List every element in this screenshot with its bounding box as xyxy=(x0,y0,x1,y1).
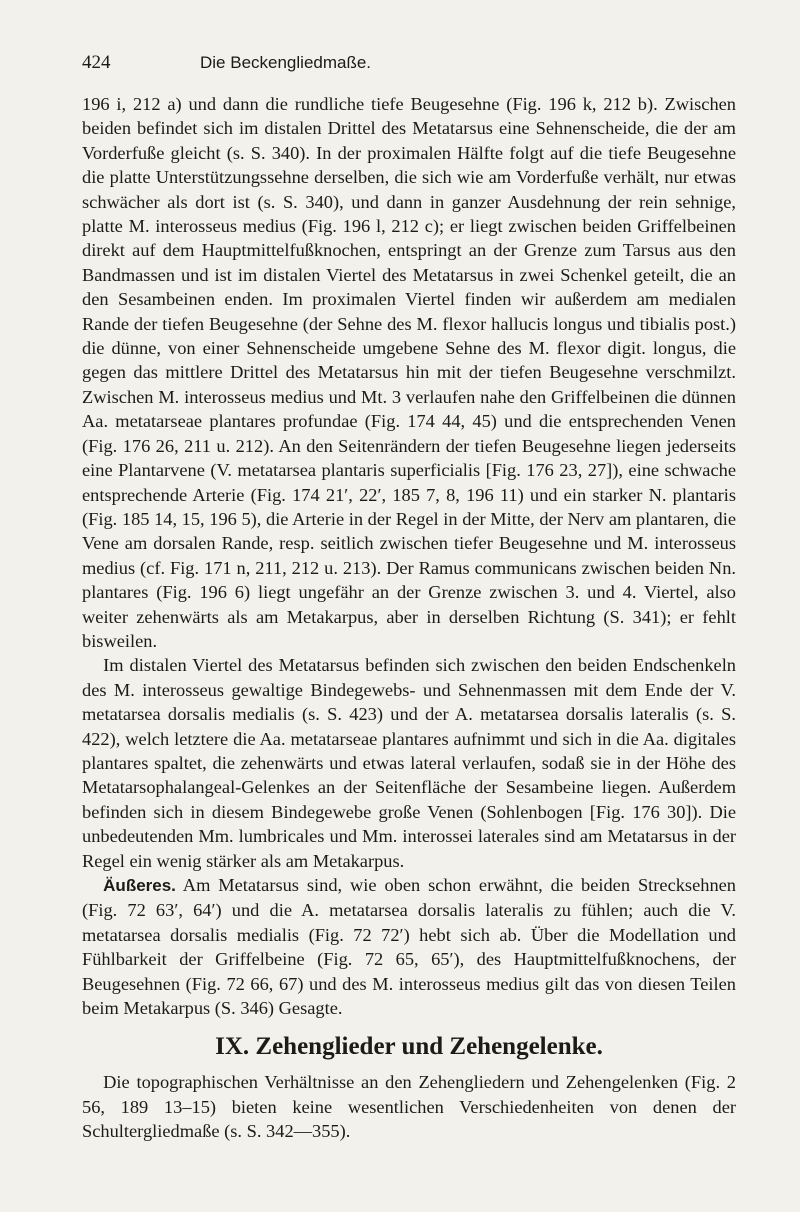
paragraph-3-text: Am Metatarsus sind, wie oben schon erwähnt, die beiden Strecksehnen (Fig. 72 63′, 64′) und die A. metatarsea dorsalis lateralis zu fühlen; auch die V. metatarsea dorsalis medialis (Fig. 72 72′) hebt sich ab. Über die Modellation und Fühlbarkeit der Griffelbeine (Fig. 72 65, 65′), des Hauptmittelfußknochens, der Beugesehnen (Fig. 72 66, 67) und des M. interosseus medius gilt das von diesen Teilen beim Metakarpus (S. 346) Gesagte. xyxy=(82,875,736,1019)
running-title: Die Beckengliedmaße. xyxy=(200,53,372,72)
paragraph-lead: Äußeres. xyxy=(103,876,176,895)
paragraph-3 xyxy=(82,873,736,1020)
page-number: 424 xyxy=(82,52,111,73)
body-text xyxy=(82,92,736,1144)
paragraph-2: Im distalen Viertel des Metatarsus befinden sich zwischen den beiden Endschenkeln des M. interosseus gewaltige Bindegewebs- und Sehnenmassen mit dem Ende der V. metatarsea dorsalis medialis (s. S. 423) und der A. metatarsea dorsalis lateralis (s. S. 422), welch letztere die Aa. metatarseae plantares aufnimmt und sich in die Aa. digitales plantares spaltet, die zehenwärts und etwas lateral verlaufen, sodaß sie in der Höhe des Metatarsophalangeal-Gelenkes an der Seitenfläche der Sesambeine liegen. Außerdem befinden sich in diesem Bindegewebe große Venen (Sohlenbogen [Fig. 176 30]). Die unbedeutenden Mm. lumbricales und Mm. interossei laterales sind am Metatarsus in der Regel ein wenig stärker als am Metakarpus. xyxy=(82,655,736,871)
section-heading: IX. Zehenglieder und Zehengelenke. xyxy=(215,1033,603,1061)
page-header xyxy=(82,50,732,76)
paragraph-4: Die topographischen Verhältnisse an den Zehengliedern und Zehengelenken (Fig. 2 56, 189 13–15) bieten keine wesentlichen Verschiedenheiten von denen der Schultergliedmaße (s. S. 342—355). xyxy=(82,1072,736,1142)
paragraph-1: 196 i, 212 a) und dann die rundliche tiefe Beugesehne (Fig. 196 k, 212 b). Zwischen beiden befindet sich im distalen Drittel des Metatarsus eine Sehnenscheide, die der am Vorderfuße gleicht (s. S. 340). In der proximalen Hälfte folgt auf die tiefe Beugesehne die platte Unterstützungssehne derselben, die sich wie am Vorderfuße verhält, nur etwas schwächer als dort ist (s. S. 340), und dann in ganzer Ausdehnung der rein sehnige, platte M. interosseus medius (Fig. 196 l, 212 c); er liegt zwischen beiden Griffelbeinen direkt auf dem Hauptmittelfußknochen, entspringt an der Grenze zum Tarsus aus den Bandmassen und ist im distalen Viertel des Metatarsus in zwei Schenkel geteilt, die an den Sesambeinen enden. Im proximalen Viertel finden wir außerdem am medialen Rande der tiefen Beugesehne (der Sehne des M. flexor hallucis longus und tibialis post.) die dünne, von einer Sehnenscheide umgebene Sehne des M. flexor digit. longus, die gegen das mittlere Drittel des Metatarsus hin mit der tiefen Beugesehne verschmilzt. Zwischen M. interosseus medius und Mt. 3 verlaufen nahe den Griffelbeinen die dünnen Aa. metatarseae plantares profundae (Fig. 174 44, 45) und die entsprechenden Venen (Fig. 176 26, 211 u. 212). An den Seitenrändern der tiefen Beugesehne liegen jederseits eine Plantarvene (V. metatarsea plantaris superficialis [Fig. 176 23, 27]), eine schwache entsprechende Arterie (Fig. 174 21′, 22′, 185 7, 8, 196 11) und ein starker N. plantaris (Fig. 185 14, 15, 196 5), die Arterie in der Regel in der Mitte, der Nerv am plantaren, die Vene am dorsalen Rande, resp. seitlich zwischen tiefer Beugesehne und M. interosseus medius (cf. Fig. 171 n, 211, 212 u. 213). Der Ramus communicans zwischen beiden Nn. plantares (Fig. 196 6) liegt ungefähr an der Grenze zwischen 3. und 4. Viertel, also weiter zehenwärts als am Metakarpus, aber in derselben Richtung (S. 341); er fehlt bisweilen. xyxy=(82,94,736,651)
